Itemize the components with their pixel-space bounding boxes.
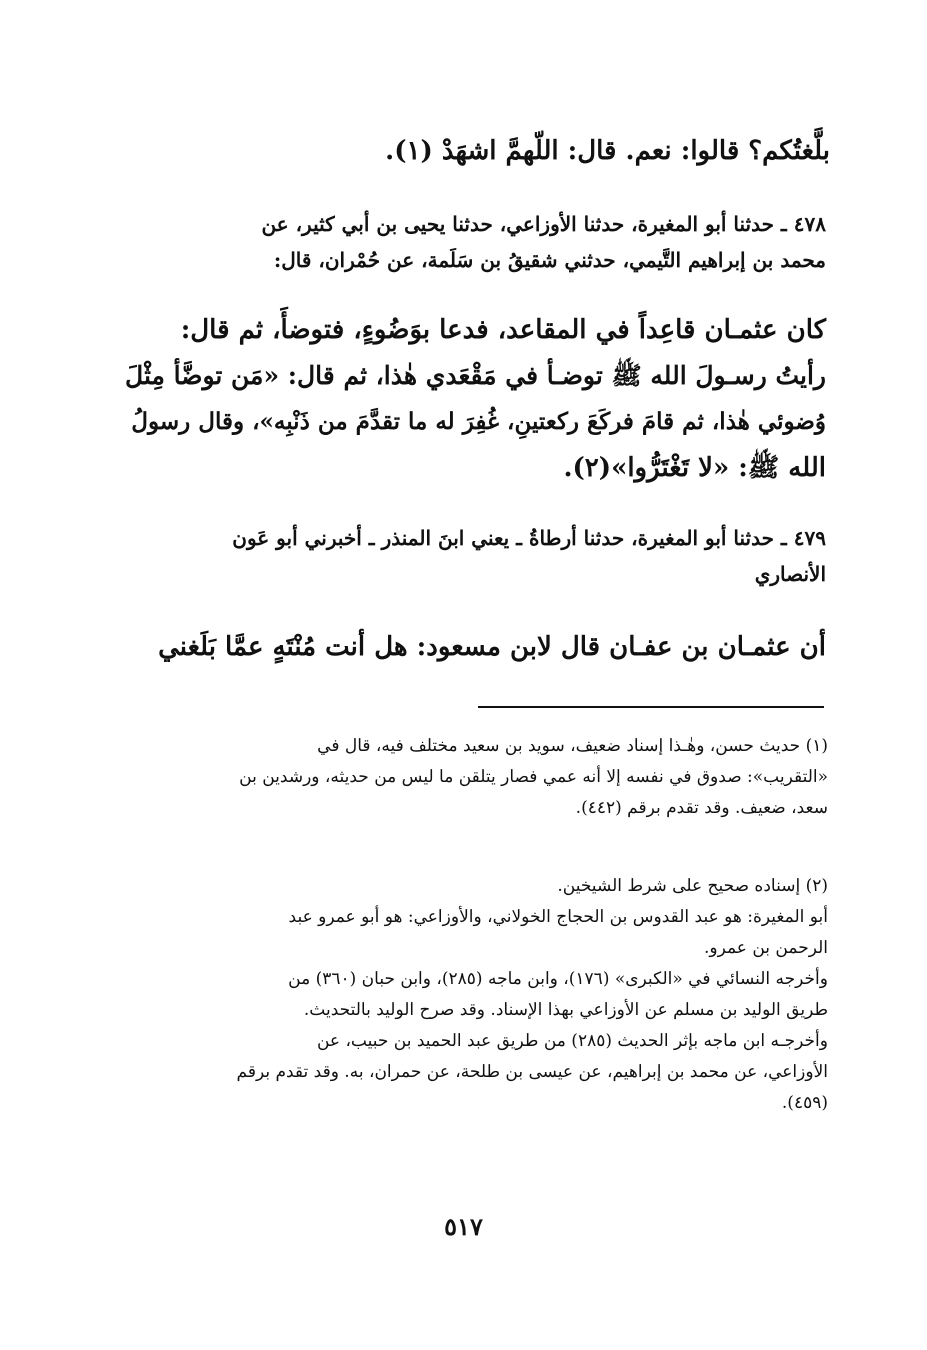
top-line: [140, 128, 830, 174]
footnote-line: (٤٥٩).: [781, 1093, 828, 1113]
page-number: ٥١٧: [444, 1212, 483, 1241]
hadith-478-matn: [120, 307, 826, 491]
footnote-line: الرحمن بن عمرو.: [703, 938, 828, 958]
footnote-1: [128, 731, 828, 824]
footnote-separator: [478, 706, 824, 708]
isnad-line: محمد بن إبراهيم التَّيمي، حدثني شقيقُ بن سَلَمة، عن حُمْران، قال:: [273, 248, 826, 272]
hadith-479-matn: [120, 624, 826, 670]
matn-line: أن عثمـان بن عفـان قال لابن مسعود: هل أنت مُنْتَهٍ عمَّا بَلَغني: [158, 632, 826, 662]
footnote-line: «التقريب»: صدوق في نفسه إلا أنه عمي فصار يتلقن ما ليس من حديثه، ورشدين بن: [239, 767, 828, 787]
isnad-line: ٤٧٩ ـ حدثنا أبو المغيرة، حدثنا أرطاةُ ـ يعني ابنَ المنذر ـ أخبرني أبو عَون: [232, 526, 826, 550]
isnad-line: ٤٧٨ ـ حدثنا أبو المغيرة، حدثنا الأوزاعي، حدثنا يحيى بن أبي كثير، عن: [261, 212, 826, 236]
footnote-line: وأخرجـه ابن ماجه بإثر الحديث (٢٨٥) من طريق عبد الحميد بن حبيب، عن: [316, 1031, 828, 1051]
footnote-line: الأوزاعي، عن محمد بن إبراهيم، عن عيسى بن طلحة، عن حمران، به. وقد تقدم برقم: [236, 1062, 828, 1082]
footnote-2: [128, 871, 828, 1119]
matn-line: وُضوئي هٰذا، ثم قامَ فركَعَ ركعتينِ، غُفِرَ له ما تقدَّمَ من ذَنْبِه»، وقال رسولُ: [131, 408, 826, 435]
footnote-line: سعد، ضعيف. وقد تقدم برقم (٤٤٢).: [575, 798, 828, 818]
footnote-line: وأخرجه النسائي في «الكبرى» (١٧٦)، وابن ماجه (٢٨٥)، وابن حبان (٣٦٠) من: [288, 969, 828, 989]
footnote-line: (١) حديث حسن، وهٰـذا إسناد ضعيف، سويد بن سعيد مختلف فيه، قال في: [317, 736, 828, 756]
footnote-line: طريق الوليد بن مسلم عن الأوزاعي بهذا الإسناد. وقد صرح الوليد بالتحديث.: [303, 1000, 828, 1020]
hadith-478-isnad: [120, 206, 826, 278]
footnote-line: (٢) إسناده صحيح على شرط الشيخين.: [557, 876, 828, 896]
isnad-line: الأنصاري: [754, 562, 826, 586]
matn-line: كان عثمـان قاعِداً في المقاعد، فدعا بوَضُوءٍ، فتوضأَ، ثم قال:: [180, 315, 826, 345]
matn-line: رأيتُ رسـولَ الله ﷺ توضـأ في مَقْعَدي هٰذا، ثم قال: «مَن توضَّأ مِثْلَ: [125, 361, 826, 390]
top-line-text: بلَّغتُكم؟ قالوا: نعم. قال: اللّهمَّ اشهَدْ (١).: [385, 136, 830, 166]
hadith-479-isnad: [120, 520, 826, 592]
matn-line: الله ﷺ: «لا تَغْتَرُّوا»(٢).: [563, 453, 826, 483]
footnote-line: أبو المغيرة: هو عبد القدوس بن الحجاج الخولاني، والأوزاعي: هو أبو عمرو عبد: [288, 907, 828, 927]
